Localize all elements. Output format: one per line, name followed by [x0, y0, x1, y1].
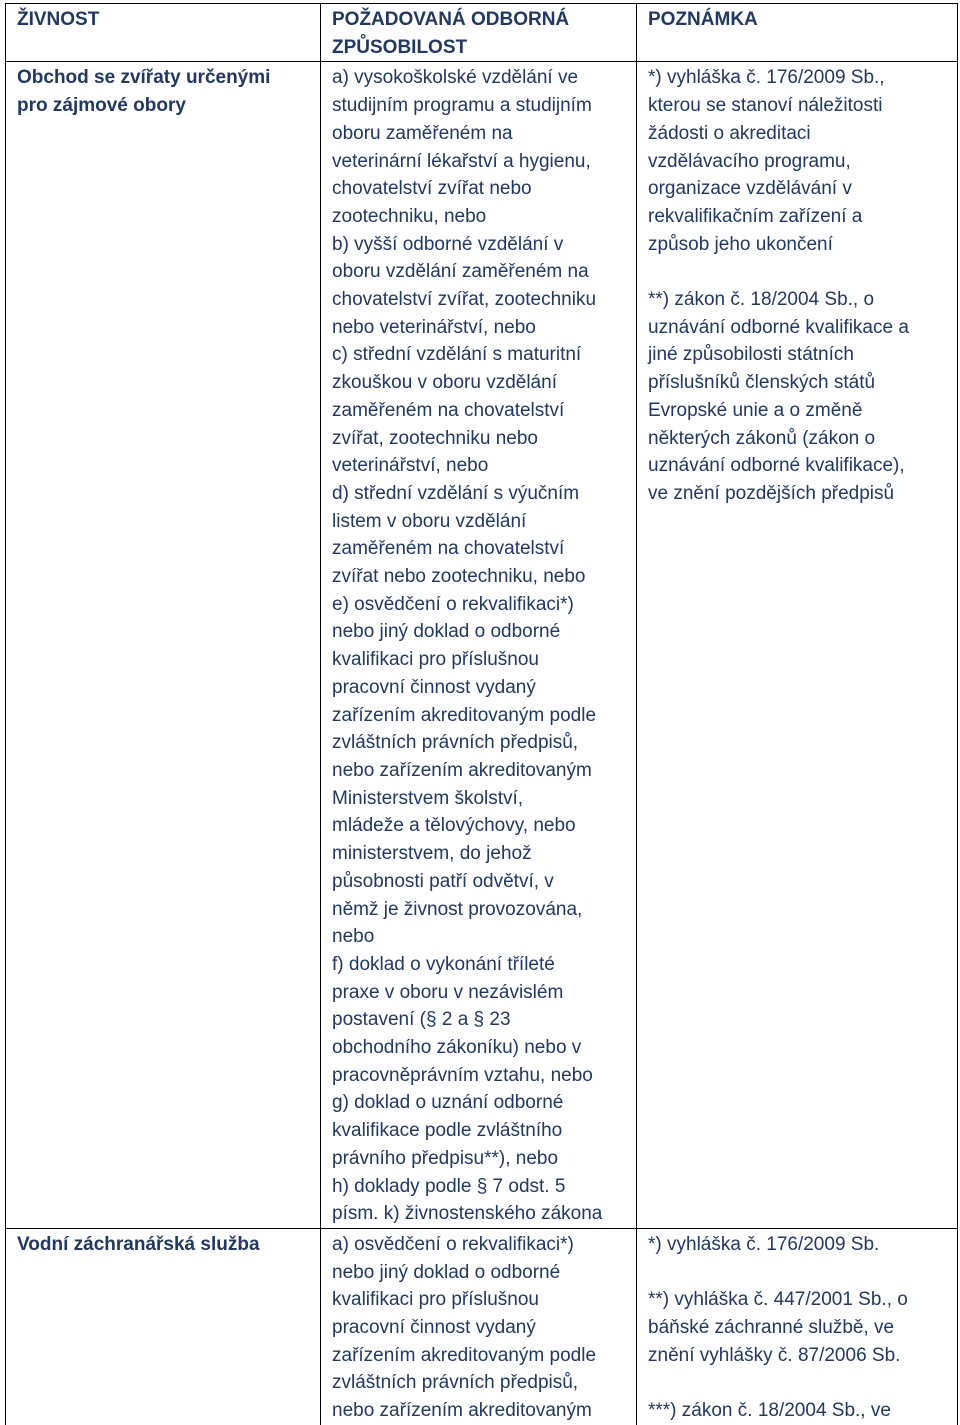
text-line: žádosti o akreditaci [648, 122, 811, 144]
text-line: h) doklady podle § 7 odst. 5 [332, 1175, 566, 1197]
text-line: g) doklad o uznání odborné [332, 1092, 564, 1114]
text-line: c) střední vzdělání s maturitní [332, 344, 582, 366]
text-line: jiné způsobilosti státních [648, 344, 854, 366]
text-line: chovatelství zvířat, zootechniku [332, 289, 597, 311]
text-line: ve znění pozdějších předpisů [648, 482, 895, 504]
header-trade: ŽIVNOST [6, 4, 321, 62]
text-line: Ministerstvem školství, [332, 787, 524, 809]
text-line: obchodního zákoníku) nebo v [332, 1037, 582, 1059]
header-qualification [321, 4, 637, 62]
trade-qualification-table [5, 3, 958, 1425]
text-line: právního předpisu**), nebo [332, 1147, 559, 1169]
text-line: *) vyhláška č. 176/2009 Sb. [648, 1233, 880, 1255]
text-line: písm. k) živnostenského zákona [332, 1203, 603, 1225]
text-line: nebo zařízením akreditovaným [332, 759, 592, 781]
text-line: rekvalifikačním zařízení a [648, 205, 863, 227]
text-line: nebo zařízením akreditovaným [332, 1400, 592, 1422]
text-line: uznávání odborné kvalifikace), [648, 455, 905, 477]
text-line: zvířat, zootechniku nebo [332, 427, 538, 449]
trade-cell [6, 1228, 321, 1424]
text-line: pro zájmové obory [17, 95, 186, 117]
text-line: znění vyhlášky č. 87/2006 Sb. [648, 1344, 901, 1366]
text-line: **) zákon č. 18/2004 Sb., o [648, 289, 875, 311]
text-line: kvalifikaci pro příslušnou [332, 1289, 539, 1311]
text-line: e) osvědčení o rekvalifikaci*) [332, 593, 574, 615]
table-row [6, 1228, 958, 1424]
text-line: zaměřeném na chovatelství [332, 399, 565, 421]
text-line: veterinářství, nebo [332, 455, 489, 477]
text-line: zařízením akreditovaným podle [332, 1344, 597, 1366]
text-line: nebo jiný doklad o odborné [332, 1261, 561, 1283]
text-line: chovatelství zvířat nebo [332, 178, 532, 200]
text-line: pracovní činnost vydaný [332, 676, 536, 698]
text-line: nebo veterinářství, nebo [332, 316, 536, 338]
text-line: způsob jeho ukončení [648, 233, 833, 255]
text-line: oboru zaměřeném na [332, 122, 513, 144]
text-line: oboru vzdělání zaměřeném na [332, 261, 589, 283]
text-line: zootechniku, nebo [332, 205, 487, 227]
text-line: mládeže a tělovýchovy, nebo [332, 815, 576, 837]
note-cell [637, 62, 958, 1229]
text-line: postavení (§ 2 a § 23 [332, 1009, 511, 1031]
text-line: kvalifikaci pro příslušnou [332, 649, 539, 671]
text-line: Evropské unie a o změně [648, 399, 863, 421]
text-line: některých zákonů (zákon o [648, 427, 876, 449]
note-spacer [648, 1259, 951, 1287]
text-line: a) vysokoškolské vzdělání ve [332, 67, 579, 89]
text-line: Vodní záchranářská služba [17, 1233, 260, 1255]
text-line: zaměřeném na chovatelství [332, 538, 565, 560]
text-line: nebo jiný doklad o odborné [332, 621, 561, 643]
text-line: báňské záchranné službě, ve [648, 1317, 895, 1339]
text-line: *) vyhláška č. 176/2009 Sb., [648, 67, 885, 89]
text-line: ***) zákon č. 18/2004 Sb., ve [648, 1400, 891, 1422]
table-row [6, 62, 958, 1229]
header-note: POZNÁMKA [637, 4, 958, 62]
text-line: **) vyhláška č. 447/2001 Sb., o [648, 1289, 908, 1311]
text-line: nebo [332, 926, 375, 948]
text-line: listem v oboru vzdělání [332, 510, 527, 532]
text-line: ministerstvem, do jehož [332, 843, 532, 865]
text-line: němž je živnost provozována, [332, 898, 583, 920]
text-line: kterou se stanoví náležitosti [648, 95, 883, 117]
text-line: vzdělávacího programu, [648, 150, 851, 172]
table-header-row [6, 4, 958, 62]
text-line: působnosti patří odvětví, v [332, 870, 554, 892]
text-line: organizace vzdělávání v [648, 178, 852, 200]
text-line: pracovněprávním vztahu, nebo [332, 1064, 593, 1086]
text-line: zkouškou v oboru vzdělání [332, 372, 557, 394]
text-line: Obchod se zvířaty určenými [17, 67, 271, 89]
text-line: studijním programu a studijním [332, 95, 592, 117]
text-line: uznávání odborné kvalifikace a [648, 316, 909, 338]
text-line: zvláštních právních předpisů, [332, 1372, 579, 1394]
text-line: příslušníků členských států [648, 372, 876, 394]
text-line: a) osvědčení o rekvalifikaci*) [332, 1233, 574, 1255]
text-line: d) střední vzdělání s výučním [332, 482, 580, 504]
qualification-cell [321, 62, 637, 1229]
note-cell [637, 1228, 958, 1424]
text-line: zvířat nebo zootechniku, nebo [332, 566, 586, 588]
text-line: veterinární lékařství a hygienu, [332, 150, 591, 172]
text-line: pracovní činnost vydaný [332, 1317, 536, 1339]
text-line: kvalifikace podle zvláštního [332, 1120, 563, 1142]
note-spacer [648, 258, 951, 286]
text-line: b) vyšší odborné vzdělání v [332, 233, 564, 255]
trade-cell [6, 62, 321, 1229]
qualification-cell [321, 1228, 637, 1424]
text-line: zvláštních právních předpisů, [332, 732, 579, 754]
text-line: POŽADOVANÁ ODBORNÁ [332, 9, 570, 30]
text-line: f) doklad o vykonání tříleté [332, 953, 555, 975]
text-line: zařízením akreditovaným podle [332, 704, 597, 726]
note-spacer [648, 1369, 951, 1397]
text-line: ZPŮSOBILOST [332, 36, 468, 58]
text-line: praxe v oboru v nezávislém [332, 981, 564, 1003]
